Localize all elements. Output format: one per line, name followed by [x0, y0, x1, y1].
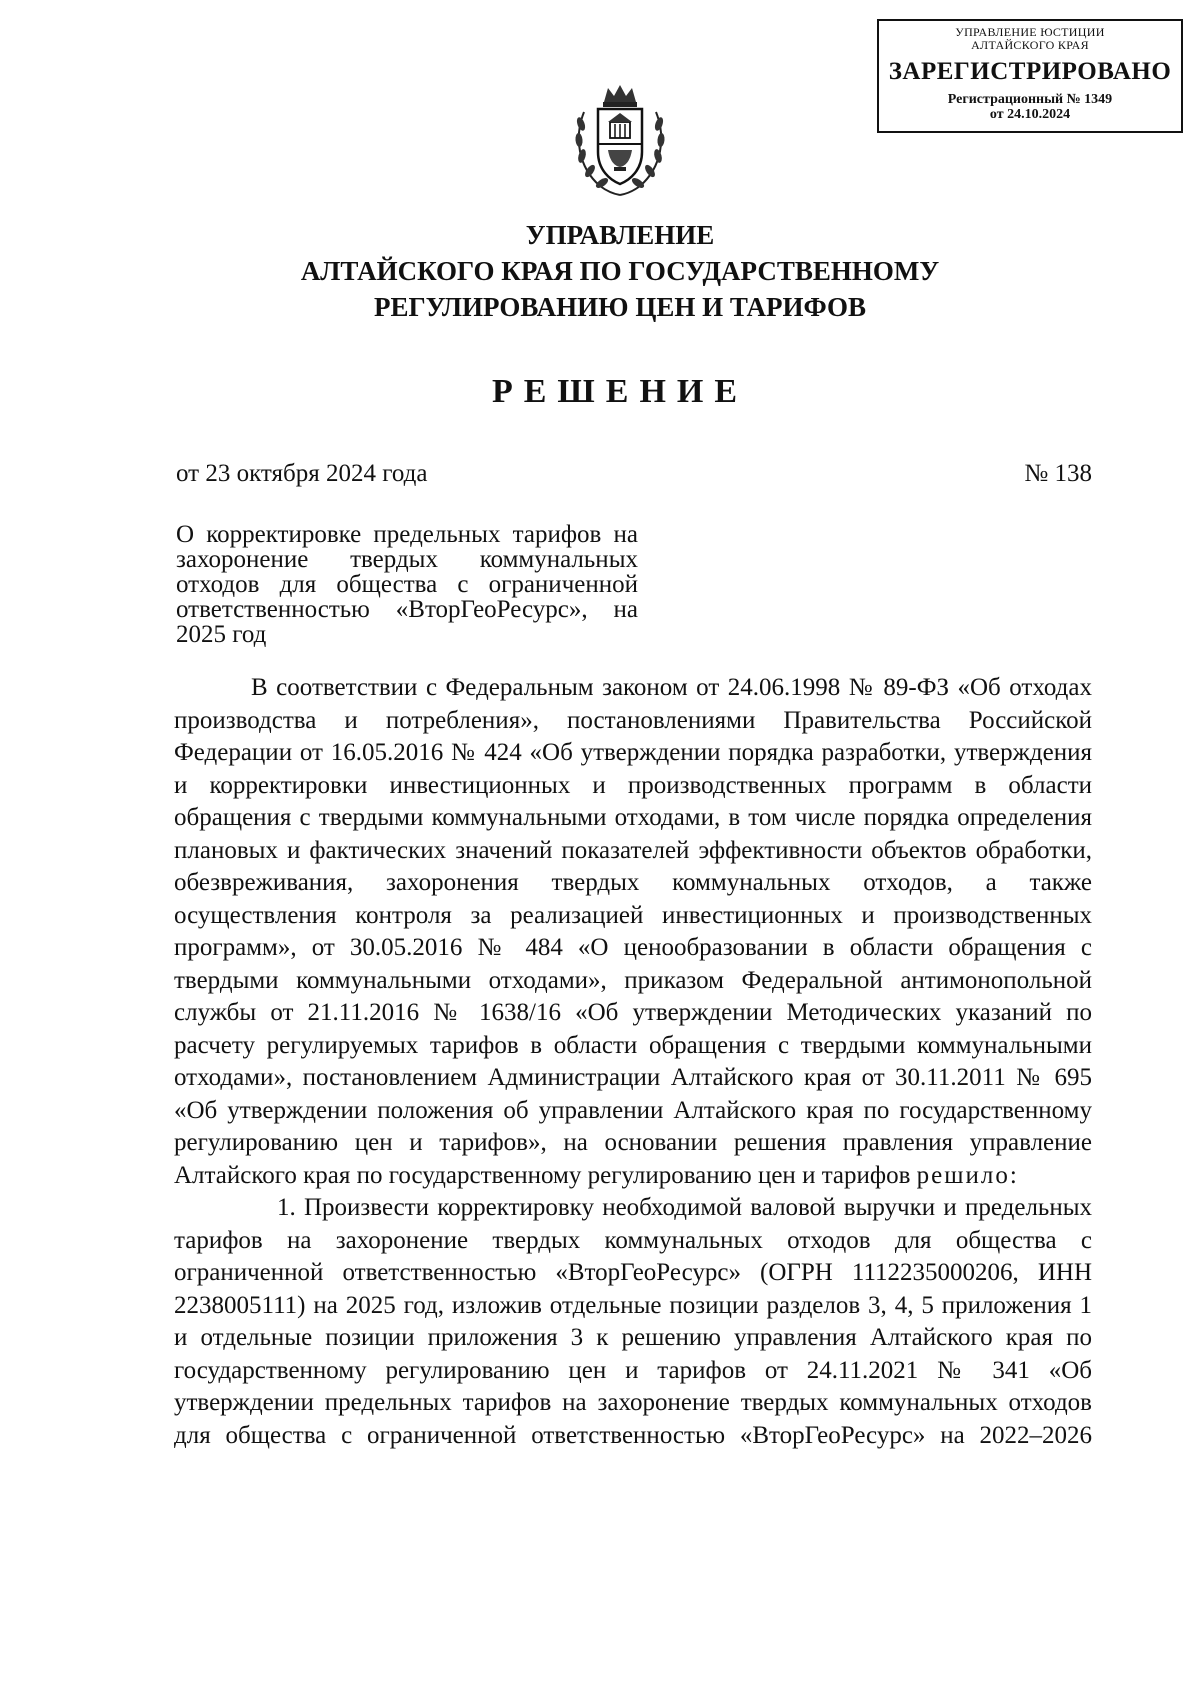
stamp-reg-number: Регистрационный № 1349	[947, 91, 1113, 107]
issuer-header	[160, 217, 1080, 325]
preamble-paragraph	[174, 672, 1092, 1192]
header-line-1: УПРАВЛЕНИЕ	[525, 220, 715, 250]
stamp-reg-date: от 24.10.2024	[989, 107, 1071, 123]
document-date: от 23 октября 2024 года	[176, 460, 428, 487]
coat-of-arms-icon	[570, 82, 670, 198]
header-line-3: РЕГУЛИРОВАНИЮ ЦЕН И ТАРИФОВ	[373, 292, 867, 322]
point-1-paragraph: 1. Произвести корректировку необходимой валовой выручки и предельных тарифов на захоронение твердых коммунальных отходов для общества с ограниченной ответственностью «ВторГеоРесурс» (ОГРН 1112235000206, ИНН 2238005111) на 2025 год, изложив отдельные позиции разделов 3, 4, 5 приложения 1 и отдельные позиции приложения 3 к решению управления Алтайского края по государственному регулированию цен и тарифов от 24.11.2021 № 341 «Об утверждении предельных тарифов на захоронение твердых коммунальных отходов для общества с ограниченной ответственностью «ВторГеоРесурс» на 2022–2026	[174, 1194, 1092, 1449]
stamp-status: ЗАРЕГИСТРИРОВАНО	[888, 58, 1172, 86]
registration-stamp	[877, 19, 1183, 133]
stamp-org-line-2: АЛТАЙСКОГО КРАЯ	[971, 38, 1089, 53]
preamble-text: В соответствии с Федеральным законом от 24.06.1998 № 89-ФЗ «Об отходах производства и потребления», постановлениями Правительства Российской Федерации от 16.05.2016 № 424 «Об утверждении порядка разработки, утверждения и корректировки инвестиционных и производственных программ в области обращения с твердыми коммунальными отходами, в том числе порядка определения плановых и фактических значений показателей эффективности объектов обработки, обезвреживания, захоронения твердых коммунальных отходов, а также осуществления контроля за реализацией инвестиционных и производственных программ», от 30.05.2016 № 484 «О ценообразовании в области обращения с твердыми коммунальными отходами», приказом Федеральной антимонопольной службы от 21.11.2016 № 1638/16 «Об утверждении Методических указаний по расчету регулируемых тарифов в области обращения с твердыми коммунальными отходами», постановлением Администрации Алтайского края от 30.11.2011 № 695 «Об утверждении положения об управлении Алтайского края по государственному регулированию цен и тарифов», на основании решения правления управление Алтайского края по государственному регулированию цен и тарифов	[174, 674, 1092, 1189]
document-subject: О корректировке предельных тарифов на захоронение твердых коммунальных отходов для общества с ограниченной ответственностью «ВторГеоРесурс», на 2025 год	[176, 521, 638, 648]
stamp-org-line-1: УПРАВЛЕНИЕ ЮСТИЦИИ	[955, 25, 1105, 39]
document-meta	[176, 460, 1092, 488]
document-type-title: РЕШЕНИЕ	[491, 373, 749, 410]
document-number: № 138	[1024, 460, 1092, 487]
document-body	[174, 672, 1092, 1452]
decided-word: решило:	[916, 1161, 1019, 1189]
header-line-2: АЛТАЙСКОГО КРАЯ ПО ГОСУДАРСТВЕННОМУ	[300, 256, 940, 286]
